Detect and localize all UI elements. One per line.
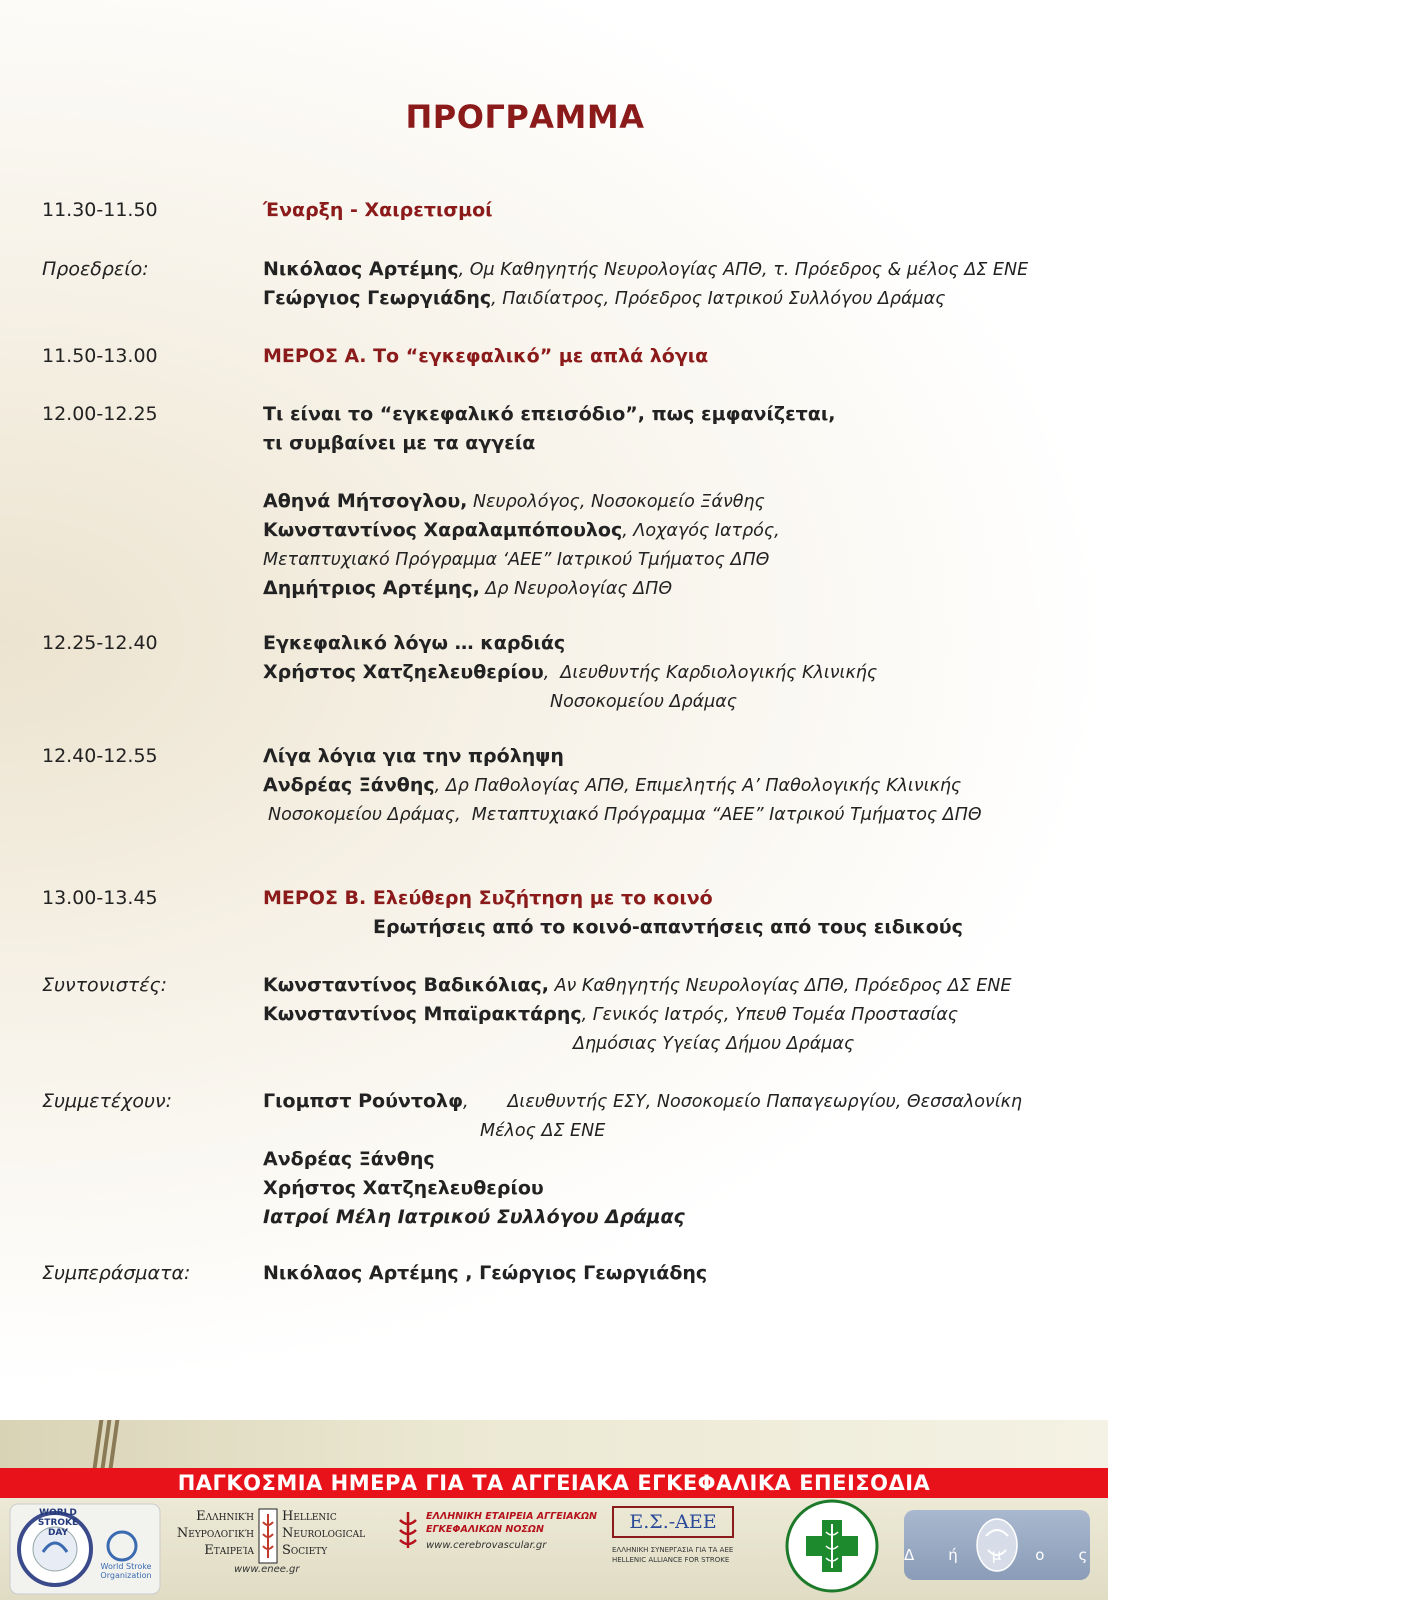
row-content — [263, 342, 1093, 371]
row-time: Συντονιστές: — [42, 974, 168, 996]
ene-greek-line-1: Ελληνική — [196, 1509, 254, 1524]
content-line — [263, 771, 1093, 800]
bold-text: Νικόλαος Αρτέμης , Γεώργιος Γεωργιάδης — [263, 1262, 708, 1284]
role-text: , Ομ Καθηγητής Νευρολογίας ΑΠΘ, τ. Πρόεδρος & μέλος ΔΣ ΕΝΕ — [458, 260, 1029, 280]
row-content — [263, 1087, 1093, 1232]
bold-text: Γιομπστ Ρούντολφ — [263, 1090, 463, 1112]
content-line — [263, 429, 1093, 458]
role-text: Νευρολόγος, Νοσοκομείο Ξάνθης — [467, 492, 765, 512]
content-line — [263, 458, 1093, 487]
content-line — [263, 687, 1093, 716]
row-content — [263, 629, 1093, 716]
row-content — [263, 971, 1093, 1058]
ene-greek-line-3: Εταιρεία — [204, 1543, 254, 1558]
footer-banner: ΠΑΓΚΟΣΜΙΑ ΗΜΕΡΑ ΓΙΑ ΤΑ ΑΓΓΕΙΑΚΑ ΕΓΚΕΦΑΛΙΚΑ ΕΠΕΙΣΟΔΙΑ — [0, 1468, 1108, 1498]
municipality-name: Δήμος Δράμας — [904, 1546, 1422, 1564]
content-line — [263, 913, 1093, 942]
content-line — [263, 1259, 1093, 1288]
bold-text: Ανδρέας Ξάνθης — [263, 1148, 435, 1170]
row-time: Συμπεράσματα: — [42, 1262, 191, 1284]
bold-text: Κωνσταντίνος Χαραλαμπόπουλος — [263, 519, 623, 541]
content-line — [263, 1087, 1093, 1116]
caduceus-icon — [396, 1510, 420, 1550]
esaee-subtitle-english: HELLENIC ALLIANCE FOR STROKE — [612, 1556, 730, 1564]
row-time: 11.50-13.00 — [42, 345, 158, 367]
content-line — [263, 1029, 1093, 1058]
ene-emblem-icon — [258, 1508, 278, 1564]
role-text: Δρ Νευρολογίας ΔΠΘ — [479, 579, 673, 599]
role-text: , Διευθυντής ΕΣΥ, Νοσοκομείο Παπαγεωργίου, Θεσσαλονίκη — [462, 1092, 1023, 1112]
role-text: Αν Καθηγητής Νευρολογίας ΔΠΘ, Πρόεδρος ΔΣ ΕΝΕ — [549, 976, 1012, 996]
row-content — [263, 742, 1093, 829]
world-stroke-org-text: World Stroke Organization — [100, 1562, 152, 1580]
content-line — [263, 1000, 1093, 1029]
row-time: 11.30-11.50 — [42, 199, 158, 221]
row-content — [263, 400, 1093, 603]
cerebrovascular-name: ΕΛΛΗΝΙΚΗ ΕΤΑΙΡΕΙΑ ΑΓΓΕΙΑΚΩΝ ΕΓΚΕΦΑΛΙΚΩΝ ΝΟΣΩΝ — [426, 1511, 597, 1535]
ene-greek-line-2: Νευρολογική — [176, 1526, 254, 1541]
ene-english-line-3: Society — [282, 1543, 328, 1558]
row-content — [263, 255, 1093, 313]
row-time: 12.00-12.25 — [42, 403, 158, 425]
bold-text: Δημήτριος Αρτέμης, — [263, 577, 480, 599]
section-heading: Έναρξη - Χαιρετισμοί — [263, 199, 493, 221]
content-line — [263, 742, 1093, 771]
bold-italic-text: Ιατροί Μέλη Ιατρικού Συλλόγου Δράμας — [263, 1206, 685, 1228]
world-stroke-day-logo — [10, 1504, 160, 1598]
row-time: Προεδρείο: — [42, 258, 149, 280]
content-line — [263, 1203, 1093, 1232]
bold-text: τι συμβαίνει με τα αγγεία — [263, 432, 536, 454]
esaee-subtitle: ΕΛΛΗΝΙΚΗ ΣΥΝΕΡΓΑΣΙΑ ΓΙΑ ΤΑ ΑΕΕ — [612, 1546, 734, 1554]
content-line — [263, 342, 1093, 371]
content-line — [263, 884, 1093, 913]
bold-text: Τι είναι το “εγκεφαλικό επεισόδιο”, πως εμφανίζεται, — [263, 403, 836, 425]
municipality-logo — [904, 1510, 1422, 1580]
row-content — [263, 1259, 1093, 1288]
bold-text: Αθηνά Μήτσογλου, — [263, 490, 468, 512]
content-line — [263, 1116, 1093, 1145]
bold-text: Λίγα λόγια για την πρόληψη — [263, 745, 564, 767]
content-line — [263, 1174, 1093, 1203]
role-text: Μέλος ΔΣ ΕΝΕ — [480, 1121, 606, 1141]
bold-text: Χρήστος Χατζηελευθερίου — [263, 1177, 544, 1199]
content-line — [263, 574, 1093, 603]
footer-decoration — [0, 1420, 1108, 1468]
bold-text: Εγκεφαλικό λόγω … καρδιάς — [263, 632, 566, 654]
bold-text: Ανδρέας Ξάνθης — [263, 774, 435, 796]
role-text: Δημόσιας Υγείας Δήμου Δράμας — [573, 1034, 855, 1054]
role-text: Νοσοκομείου Δράμας, Μεταπτυχιακό Πρόγραμμα “ΑΕΕ” Ιατρικού Τμήματος ΔΠΘ — [268, 805, 982, 825]
row-time: 12.25-12.40 — [42, 632, 158, 654]
ene-english-line-2: Neurological — [282, 1526, 366, 1541]
partner-logos — [0, 1498, 1422, 1600]
content-line — [263, 400, 1093, 429]
content-line — [263, 196, 1093, 225]
content-line — [263, 1145, 1093, 1174]
role-text: , Γενικός Ιατρός, Υπευθ Τομέα Προστασίας — [581, 1005, 959, 1025]
row-content — [263, 196, 1093, 225]
content-line — [263, 800, 1093, 829]
bold-text: Γεώργιος Γεωργιάδης — [263, 287, 492, 309]
footer — [0, 1420, 1422, 1600]
role-text: , Δρ Παθολογίας ΑΠΘ, Επιμελητής Α’ Παθολογικής Κλινικής — [434, 776, 962, 796]
bold-text: Κωνσταντίνος Βαδικόλιας, — [263, 974, 550, 996]
content-line — [263, 629, 1093, 658]
bold-text: Νικόλαος Αρτέμης — [263, 258, 459, 280]
row-time: 13.00-13.45 — [42, 887, 158, 909]
cerebrovascular-url: www.cerebrovascular.gr — [426, 1540, 547, 1551]
content-line — [263, 255, 1093, 284]
content-line — [263, 516, 1093, 545]
medical-association-logo — [784, 1498, 880, 1598]
section-heading: ΜΕΡΟΣ Β. Ελεύθερη Συζήτηση με το κοινό — [263, 887, 713, 909]
row-time: Συμμετέχουν: — [42, 1090, 173, 1112]
world-stroke-day-text: WORLD STROKE DAY — [37, 1508, 79, 1538]
content-line — [263, 971, 1093, 1000]
content-line — [263, 545, 1093, 574]
role-text: Νοσοκομείου Δράμας — [550, 692, 738, 712]
row-content — [263, 884, 1093, 942]
role-text: Μεταπτυχιακό Πρόγραμμα ‘ΑΕΕ” Ιατρικού Τμήματος ΔΠΘ — [263, 550, 770, 570]
content-line — [263, 487, 1093, 516]
bold-text: Ερωτήσεις από το κοινό-απαντήσεις από τους ειδικούς — [373, 916, 963, 938]
esaee-mark: Ε.Σ.-ΑΕΕ — [612, 1506, 734, 1538]
ene-english-line-1: Hellenic — [282, 1509, 337, 1524]
role-text: , Λοχαγός Ιατρός, — [622, 521, 780, 541]
municipality-emblem-icon — [972, 1516, 1022, 1574]
bold-text: Χρήστος Χατζηελευθερίου — [263, 661, 544, 683]
page-title: ΠΡΟΓΡΑΜΜΑ — [405, 98, 645, 136]
content-line — [263, 284, 1093, 313]
ene-url: www.enee.gr — [234, 1564, 300, 1575]
role-text: , Διευθυντής Καρδιολογικής Κλινικής — [543, 663, 878, 683]
row-time: 12.40-12.55 — [42, 745, 158, 767]
content-line — [263, 658, 1093, 687]
role-text: , Παιδίατρος, Πρόεδρος Ιατρικού Συλλόγου Δράμας — [491, 289, 946, 309]
bold-text: Κωνσταντίνος Μπαϊρακτάρης — [263, 1003, 582, 1025]
section-heading: ΜΕΡΟΣ Α. Το “εγκεφαλικό” με απλά λόγια — [263, 345, 709, 367]
